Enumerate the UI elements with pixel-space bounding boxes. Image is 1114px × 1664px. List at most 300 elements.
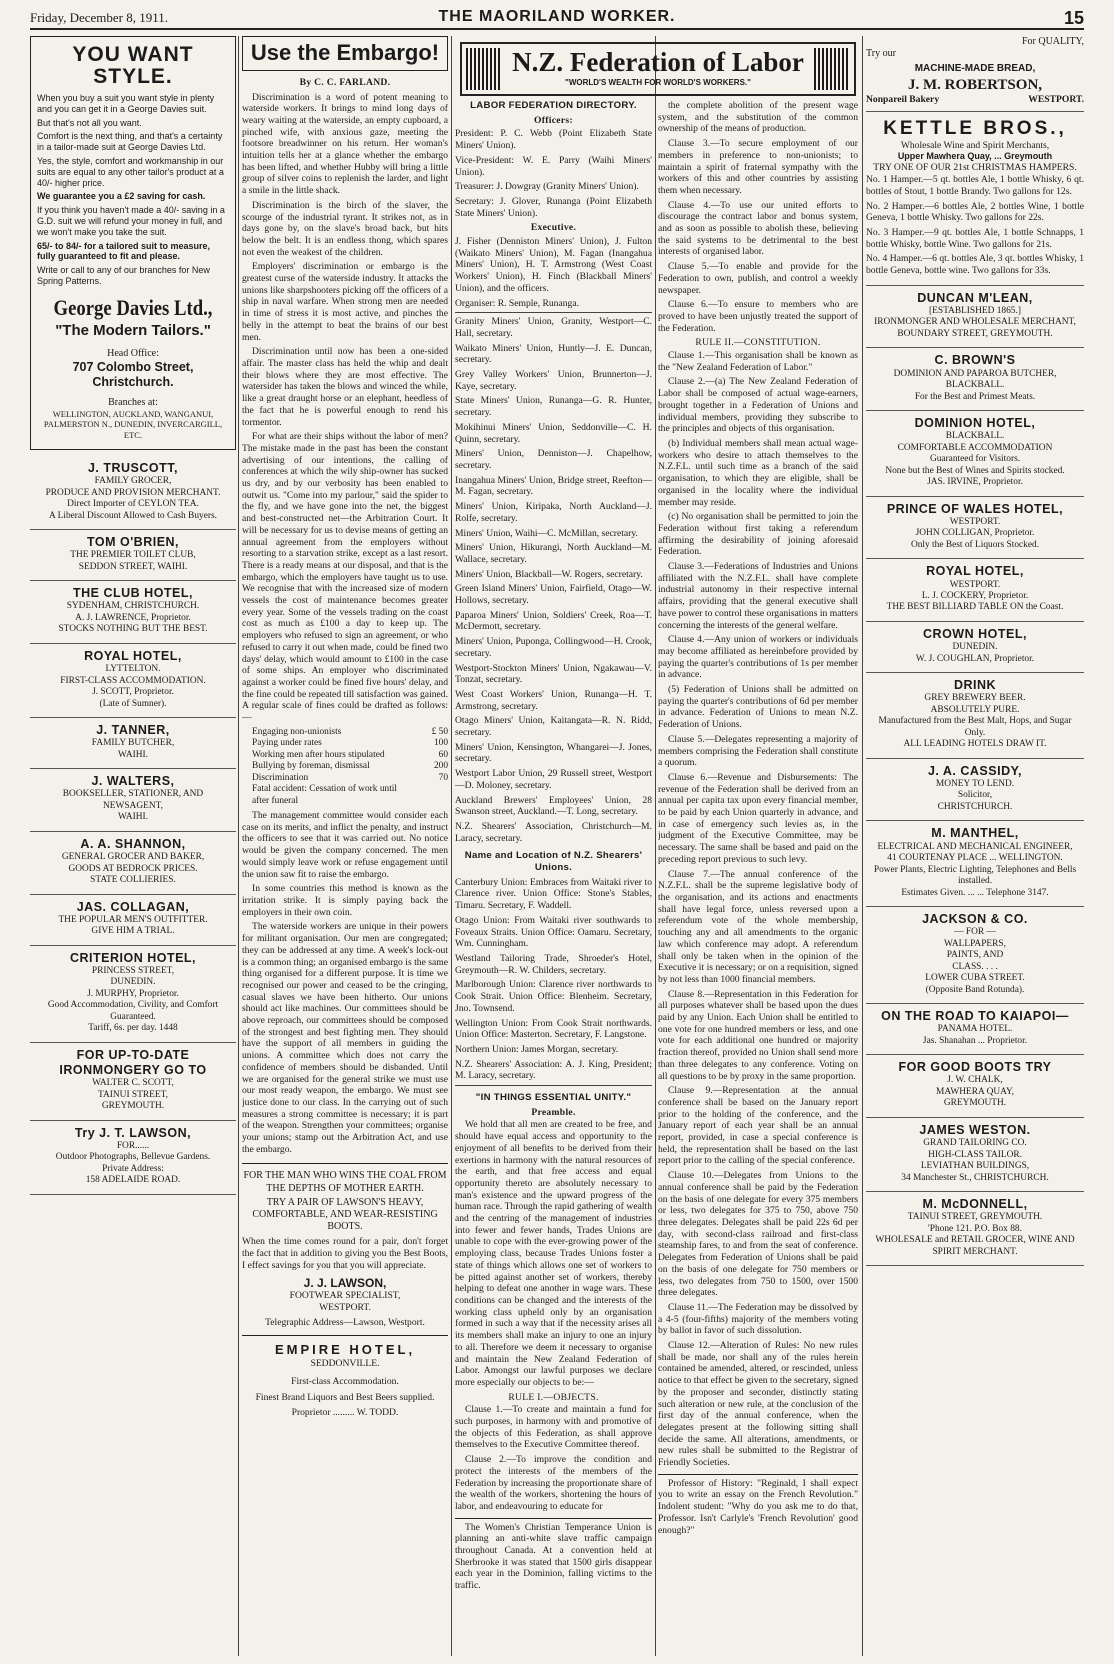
federation-motto: "WORLD'S WEALTH FOR WORLD'S WORKERS." [565, 78, 751, 87]
ad-detail: 34 Manchester St., CHRISTCHURCH. [901, 1172, 1049, 1183]
ad-line: [ESTABLISHED 1865.] [929, 305, 1021, 316]
fine-amount: 60 [438, 749, 448, 760]
paragraph: Clause 5.—Delegates representing a majority of members comprising the Federation shall constitute a quorum. [658, 733, 858, 769]
column-rule [238, 36, 239, 1656]
empire-proprietor: Proprietor ......... W. TODD. [291, 1407, 399, 1419]
directory-title: LABOR FEDERATION DIRECTORY. [470, 100, 637, 111]
paragraph: Wellington Union: From Cook Strait northwards. Union Office: Masterton. Secretary, F. Langstone. [455, 1017, 652, 1041]
ad-heading: M. MANTHEL, [931, 826, 1019, 841]
ad-line: WAIHI. [118, 812, 148, 823]
bread-type: MACHINE-MADE BREAD, [914, 63, 1036, 75]
ad-heading: ON THE ROAD TO KAIAPOI— [881, 1009, 1069, 1024]
ad-title: YOU WANT STYLE. [72, 43, 194, 89]
fine-row [242, 727, 448, 738]
paragraph: Clause 2.—(a) The New Zealand Federation of Labor shall be composed of actual wage-earners, brought together in a Federation of Unions and individual members, providing they subscribe to the principles and objects of this organisation. [658, 376, 858, 435]
article-body [242, 92, 448, 724]
ad-line: 65/- to 84/- for a tailored suit to measure, fully guaranteed to fit and please. [37, 240, 211, 262]
empire-name: EMPIRE HOTEL, [274, 1342, 416, 1358]
rule-2-title: RULE II.—CONSTITUTION. [695, 337, 821, 349]
paragraph: N.Z. Shearers' Association: A. J. King, President; M. Laracy, secretary. [455, 1058, 652, 1082]
lawson-address: Telegraphic Address—Lawson, Westport. [265, 1316, 425, 1328]
ad-detail: WHOLESALE and RETAIL GROCER, WINE AND SPIRIT MERCHANT. [875, 1235, 1075, 1257]
fine-amount: £ 50 [431, 726, 448, 737]
ad-line: WAIHI. [118, 749, 148, 760]
ad-detail: (Opposite Band Rotunda). [925, 984, 1025, 995]
ad-block [866, 821, 1084, 907]
ad-line: BOOKSELLER, STATIONER, AND NEWSAGENT, [62, 789, 204, 811]
ad-heading: Try J. T. LAWSON, [74, 1125, 192, 1140]
ad-line: STATE COLLIERIES. [90, 875, 176, 886]
paragraph: Paparoa Miners' Union, Soldiers' Creek, Roa—T. McDermott, secretary. [455, 609, 652, 633]
hamper-item: No. 1 Hamper.—5 qt. bottles Ale, 1 bottle Whisky, 6 qt. bottles of Stout, 1 bottle Brandy. Two gallons for 12s. [866, 174, 1084, 197]
bakery-name: Nonpareil Bakery [866, 93, 940, 105]
ad-line: FOR...... [116, 1140, 150, 1151]
ad-line: WESTPORT. [949, 516, 1001, 527]
article-body-continued [242, 810, 448, 1155]
bakery-town: WESTPORT. [1028, 93, 1084, 105]
shearers-title: Name and Location of N.Z. Shearers' Unions. [464, 850, 643, 874]
ad-line: When you buy a suit you want style in plenty and you can get it in a George Davies suit. [37, 93, 215, 114]
ad-detail: (Late of Sumner). [99, 698, 167, 709]
ad-heading: CRITERION HOTEL, [69, 950, 197, 965]
fine-item: Working men after hours stipulated [252, 749, 385, 760]
preamble-text: We hold that all men are created to be free, and should have equal access and opportunity to the enjoyment of all benefits to be derived from their exertions in harmony with the natural resources of the earth, and that free access and equal opportunity thereto are absolutely necessary to man's existence and the upward progress of the human race. Through the rapid gathering of wealth and the centring of the management of industries into fewer and fewer hands, Trades Unions are unable to cope with the ever-growing power of the employing class, because Trades Unions foster a state of things which allows one set of workers to be pitted against another set of workers, thereby helping to defeat one another in wage wars. These conditions can be changed and the interests of the working class upheld only by an organisation formed in such a way that if the necessity arises all its members shall make an injury to one an injury to all. Therefore we deem it necessary to organise and maintain the New Zealand Federation of Labor. Amongst our lawful purposes we declare more especially our objects to be:— [455, 1119, 652, 1388]
rule-1-title: RULE I.—OBJECTS. [508, 1391, 599, 1403]
ad-block [30, 530, 236, 581]
ad-line: 41 COURTENAY PLACE ... WELLINGTON. [887, 853, 1063, 864]
lawson-ad [242, 1163, 448, 1328]
branches-label: Branches at: [108, 396, 158, 408]
ad-line: GREYMOUTH. [101, 1101, 165, 1112]
ad-detail: Only the Best of Liquors Stocked. [910, 539, 1040, 550]
bread-try: Try our [866, 48, 896, 60]
paragraph: Auckland Brewers' Employees' Union, 28 Swanson street, Auckland.—T. Long, secretary. [455, 794, 652, 818]
paragraph: (b) Individual members shall mean actual wage-workers who desire to attach themselves to the N.Z.F.L. until such time as a branch of the said organisation, to which they are eligible, shall be organised in the locality where the individual member may reside. [658, 437, 858, 508]
ad-block [30, 895, 236, 946]
ad-heading: JAS. COLLAGAN, [76, 899, 190, 914]
rule-2-clauses [658, 350, 858, 1469]
branches-list: WELLINGTON, AUCKLAND, WANGANUI, PALMERSTON N., DUNEDIN, INVERCARGILL, ETC. [43, 408, 223, 440]
ad-line: Write or call to any of our branches for New Spring Patterns. [37, 265, 210, 287]
paragraph: Discrimination is the birch of the slaver, the scourge of the industrial tyrant. It strikes not, as in days gone by, on the slave's broad back, but hits below the belt. It is an endless thong, which spares not even the weakest of the children. [242, 199, 448, 258]
ad-heading: CROWN HOTEL, [923, 626, 1027, 641]
lawson-line: TRY A PAIR OF LAWSON'S HEAVY, COMFORTABLE, AND WEAR-RESISTING BOOTS. [252, 1196, 438, 1233]
ad-block [866, 1118, 1084, 1192]
empire-place: SEDDONVILLE. [310, 1358, 380, 1370]
paragraph: Otago Miners' Union, Kaitangata—R. N. Ridd, secretary. [455, 715, 652, 739]
ad-detail: FIRST-CLASS ACCOMMODATION. [60, 675, 206, 686]
ad-heading: DUNCAN M'LEAN, [917, 290, 1033, 305]
ad-heading: ROYAL HOTEL, [84, 648, 182, 663]
preamble-title: Preamble. [531, 1106, 576, 1118]
lawson-headline [242, 1170, 448, 1233]
paragraph: N.Z. Shearers' Association, Christchurch—M. Laracy, secretary. [455, 820, 652, 844]
paragraph: Green Island Miners' Union, Fairfield, Otago—W. Hollows, secretary. [455, 583, 652, 607]
fine-row [242, 784, 448, 807]
ad-block [866, 497, 1084, 560]
fine-amount: 200 [433, 761, 448, 772]
ad-line: HIGH-CLASS TAILOR. [928, 1149, 1022, 1160]
ad-line: — FOR — [954, 927, 996, 938]
paragraph: Clause 11.—The Federation may be dissolved by a 4-5 (four-fifths) majority of the members voting by ballot in favor of such dissolution. [658, 1301, 858, 1337]
paragraph: (5) Federation of Unions shall be admitted on paying the quarter's contributions of 6d per member in advance. Federation of Unions to mean N.Z. Federation of Unions. [658, 684, 858, 731]
paragraph: Miners' Union, Hikurangi, North Auckland—M. Wallace, secretary. [455, 542, 652, 565]
kettle-name: KETTLE BROS., [883, 117, 1067, 139]
ad-heading: J. TANNER, [96, 723, 170, 738]
ad-heading: J. A. CASSIDY, [927, 763, 1023, 778]
ad-line: CLASS. . . . [952, 961, 998, 972]
paragraph: Clause 3.—Federations of Industries and Unions affiliated with the N.Z.F.L. shall have complete industrial autonomy in their respective internal affairs, providing that the general executive shall have power to control these organisations in matters concerning the interests of the general welfare. [658, 561, 858, 631]
paragraph: Clause 8.—Representation in this Federation for all purposes whatever shall be based upon the dues paid by any Union. Each Union shall be entitled to one vote for one hundred members or less, and one vote for each additional one hundred or majority fraction thereof, provided no Union shall send more than three delegates to any conference. Voting on all questions to be by proxy in the same proportion. [658, 988, 858, 1082]
fine-item: Fatal accident: Cessation of work until after funeral [252, 784, 398, 806]
ad-body [37, 93, 229, 287]
paragraph: Westland Tailoring Trade, Shroeder's Hotel, Greymouth—R. W. Childers, secretary. [455, 953, 652, 976]
paragraph: Clause 2.—To improve the condition and protect the interests of the members of the Federation by increasing the proportionate share of the wealth of the workers, shortening the hours of labor, and endeavouring to educate for [455, 1454, 652, 1512]
lawson-body: When the time comes round for a pair, don't forget the fact that in addition to giving you the Best Boots, I effect savings for you that you will appreciate. [242, 1236, 448, 1271]
ad-detail: Power Plants, Electric Lighting, Telephones and Bells installed. [873, 864, 1077, 887]
fine-row [242, 738, 448, 749]
ad-block [866, 1055, 1084, 1118]
paragraph: Clause 1.—To create and maintain a fund for such purposes, in harmony with and promotive of the objects of this Federation, as shall approve themselves to the Executive Committee thereof. [455, 1404, 652, 1451]
ad-line: PAINTS, AND [946, 950, 1004, 961]
ad-line: GOODS AT BEDROCK PRICES. [68, 863, 198, 874]
paragraph: Secretary: J. Glover, Runanga (Point Elizabeth State Miners' Union). [455, 195, 652, 219]
ad-detail: 'Phone 121. P.O. Box 88. [928, 1223, 1022, 1234]
lawson-name: J. J. LAWSON, [303, 1275, 387, 1290]
ad-heading: PRINCE OF WALES HOTEL, [886, 501, 1064, 516]
executive-list: J. Fisher (Denniston Miners' Union), J. Fulton (Waikato Miners' Union), M. Fagan (Inangahua Miners' Union), H. T. Armstrong (West Coast Workers' Union), H. Finch (Blackball Miners' Union), and the officers. [455, 236, 652, 294]
column-rule [862, 36, 863, 1656]
fine-item: Engaging non-unionists [252, 726, 342, 737]
ad-block [30, 581, 236, 644]
article-headline-box [242, 36, 448, 71]
executive-title: Executive. [530, 222, 577, 234]
ad-heading: DRINK [953, 678, 997, 693]
ad-line: SYDENHAM, CHRISTCHURCH. [66, 601, 200, 612]
ad-detail: GIVE HIM A TRIAL. [91, 926, 175, 937]
classified-ads [30, 456, 236, 1195]
ad-line: ABSOLUTELY PURE. [930, 704, 1020, 715]
ad-detail: THE BEST BILLIARD TABLE ON the Coast. [886, 602, 1064, 613]
article-title: Use the Embargo! [250, 40, 440, 65]
ad-heading: J. TRUSCOTT, [87, 460, 179, 475]
paragraph: Granity Miners' Union, Granity, Westport—C. Hall, secretary. [455, 316, 652, 339]
newspaper-title: THE MAORILAND WORKER. [438, 8, 676, 25]
paragraph: Clause 4.—Any union of workers or individuals may become affiliated as hereinbefore provided by paying the quarter's contributions of 1s per member in advance. [658, 634, 858, 681]
ad-detail: Outdoor Photographs, Bellevue Gardens. [55, 1152, 211, 1163]
ad-detail: For the Best and Primest Meats. [914, 391, 1036, 402]
fine-row [242, 773, 448, 784]
officers-list [455, 128, 652, 219]
ad-line: SEDDON STREET, WAIHI. [78, 561, 188, 572]
paragraph: (c) No organisation shall be permitted to join the Federation without first taking a referendum affirming the desirability of joining aforesaid Federation. [658, 511, 858, 558]
ad-line: MAWHERA QUAY, [936, 1086, 1014, 1097]
ad-detail: ALL LEADING HOTELS DRAW IT. [903, 739, 1047, 750]
ad-heading: DOMINION HOTEL, [914, 416, 1036, 431]
office-label: Head Office: [107, 347, 159, 359]
ad-line: Comfort is the next thing, and that's a certainty in a tailor-made suit at George Davies Ltd. [37, 131, 223, 153]
ad-detail: STOCKS NOTHING BUT THE BEST. [58, 624, 208, 635]
column-3 [455, 100, 652, 1658]
paragraph: Canterbury Union: Embraces from Waitaki river to Clarence river. Union Office: Stone's Stables, Timaru. Secretary, F. Waddell. [455, 876, 652, 912]
ad-line: Yes, the style, comfort and workmanship in our suits are equal to any other tailor's product at a 40/- higher price. [37, 156, 224, 188]
ad-heading: FOR UP-TO-DATE IRONMONGERY GO TO [59, 1047, 207, 1078]
lawson-role: FOOTWEAR SPECIALIST, [289, 1290, 401, 1302]
rule-1-clauses [455, 1404, 652, 1512]
ad-line: PRINCESS STREET, [91, 965, 175, 976]
unity-title: "IN THINGS ESSENTIAL UNITY." [475, 1092, 632, 1104]
ad-block [866, 348, 1084, 411]
ad-detail: Estimates Given. ... ... Telephone 3147. [901, 887, 1049, 898]
ad-detail: JOHN COLLIGAN, Proprietor. [915, 528, 1035, 539]
ad-block [30, 644, 236, 718]
paragraph: Employers' discrimination or embargo is the greatest curse of the waterside industry. It attacks the unions like sharpshooters picking off the officers of a ship in naval warfare. When strong men are needed in time of stress it is most active, and pinches the belly in the attempt to beat the brains of our best men. [242, 261, 448, 343]
ad-line: LYTTELTON. [105, 664, 161, 675]
ad-detail: A Liberal Discount Allowed to Cash Buyers. [49, 510, 217, 521]
ad-line: COMFORTABLE ACCOMMODATION [897, 442, 1053, 453]
empire-line-1: First-class Accommodation. [291, 1375, 399, 1387]
ad-detail: Guaranteed for Visitors. [929, 454, 1021, 465]
ad-line: BLACKBALL. [945, 431, 1005, 442]
paragraph: Clause 3.—To secure employment of our members in preference to non-unionists; to maintain a spirit of fraternal sympathy with the workers of this and other countries by assisting them when necessary. [658, 138, 858, 196]
fine-item: Paying under rates [252, 738, 322, 749]
paragraph: President: P. C. Webb (Point Elizabeth State Miners' Union). [455, 128, 652, 152]
fine-amount: 70 [438, 772, 448, 783]
paragraph: Miners' Union, Blackball—W. Rogers, secretary. [455, 568, 643, 580]
fine-row [242, 750, 448, 761]
paragraph: Miners' Union, Denniston—J. Chapelhow, secretary. [455, 448, 652, 471]
paragraph: Clause 4.—To use our united efforts to discourage the contract labor and bonus system, and as soon as possible to abolish these, believing the said systems to be detrimental to the best interests of organised labor. [658, 199, 858, 258]
ad-heading: TOM O'BRIEN, [86, 535, 180, 550]
kettle-sub: Wholesale Wine and Spirit Merchants, [900, 139, 1050, 151]
ad-line: If you think you haven't made a 40/- saving in a G.D. suit we will refund your money in full, and we won't make you take the suit. [37, 205, 225, 237]
fine-amount: 100 [433, 738, 448, 749]
paragraph: West Coast Workers' Union, Runanga—H. T. Armstrong, secretary. [455, 688, 652, 712]
page-number: 15 [1063, 8, 1084, 28]
ad-line: DUNEDIN. [110, 977, 156, 988]
paragraph: Clause 9.—Representation at the annual conference shall be based on the January report prior to the holding of the conference, and the January report of each year shall be an annual report, provided, in case a special conference is held, the representation shall be based on the last report prior to the calling of the special conference. [658, 1085, 858, 1167]
history-joke: Professor of History: "Reginald, I shall expect you to write an essay on the French Revolution." Indolent student: "Why do you ask me to do that, Professor. Isn't Carlyle's 'French Revolution' good enough?" [658, 1477, 858, 1536]
ad-heading: ROYAL HOTEL, [926, 564, 1024, 579]
ad-line: GREY BREWERY BEER. [924, 693, 1026, 704]
ad-line: BOUNDARY STREET, GREYMOUTH. [897, 328, 1053, 339]
classified-ads [866, 286, 1084, 1266]
ad-block [866, 1004, 1084, 1055]
column-rule [451, 36, 452, 1656]
ad-detail: Good Accommodation, Civility, and Comfort Guaranteed. [47, 1000, 219, 1022]
ad-line: BLACKBALL. [945, 380, 1005, 391]
ad-line: MONEY TO LEND. [935, 778, 1015, 789]
paragraph: Clause 12.—Alteration of Rules: No new rules shall be made, nor shall any of the rules herein contained be amended, altered, or rescinded, unless notice to that effect be given to the secretary, signed by the proposer and seconder, distinctly stating such alteration or new rule, at the conclusion of the first day of the annual conference, when the delegates present at the following sitting shall decide the same. All alterations, amendments, or new rules shall be submitted to the Registrar of Friendly Societies. [658, 1340, 858, 1469]
kettle-address: Upper Mawhera Quay, ... Greymouth [897, 151, 1053, 162]
hamper-item: No. 3 Hamper.—9 qt. bottles Ale, 1 bottle Schnapps, 1 bottle Whisky, bottle Wine. Two gallons for 21s. [866, 226, 1084, 250]
ad-line: PANAMA HOTEL. [937, 1024, 1013, 1035]
unions-list [455, 316, 652, 844]
ad-line: IRONMONGER AND WHOLESALE MERCHANT, [874, 317, 1076, 328]
ad-detail: 158 ADELAIDE ROAD. [85, 1175, 181, 1186]
paragraph: Vice-President: W. E. Parry (Waihi Miners' Union). [455, 154, 652, 178]
paragraph: Miners' Union, Kiripaka, North Auckland—J. Rolfe, secretary. [455, 501, 652, 524]
ad-line: TAINUI STREET, [98, 1089, 168, 1100]
ad-detail: None but the Best of Wines and Spirits stocked. [885, 465, 1065, 476]
kettle-bros-ad [866, 112, 1084, 286]
federation-title: N.Z. Federation of Labor [512, 47, 804, 77]
fine-item: Bullying by foreman, dismissal [252, 761, 370, 772]
shearers-list [455, 877, 652, 1082]
ad-line: FAMILY GROCER, [94, 476, 172, 487]
hamper-list [866, 174, 1084, 277]
ad-line: GENERAL GROCER AND BAKER, [61, 852, 205, 863]
paragraph: Clause 1.—This organisation shall be known as the "New Zealand Federation of Labor." [658, 350, 858, 373]
ad-detail: Tariff, 6s. per day. 1448 [88, 1023, 178, 1034]
ad-line: FAMILY BUTCHER, [91, 738, 175, 749]
paragraph: Marlborough Union: Clarence river northwards to Cook Strait. Union Office: Blenheim. Secretary, Jno. Townsend. [455, 979, 652, 1014]
fine-row [242, 761, 448, 772]
ad-block [30, 769, 236, 832]
paragraph: Otago Union: From Waitaki river southwards to Foveaux Straits. Union Office: Oamaru. Secretary, Wm. Cunningham. [455, 914, 652, 950]
ad-heading: A. A. SHANNON, [80, 836, 186, 851]
paragraph: State Miners' Union, Runanga—G. R. Hunter, secretary. [455, 395, 652, 419]
paragraph: Clause 6.—To ensure to members who are proved to have been unjustly treated the support of the Federation. [658, 299, 858, 334]
column-rule [655, 36, 656, 1656]
ad-block [866, 907, 1084, 1004]
ad-heading: FOR GOOD BOOTS TRY [898, 1060, 1052, 1075]
ad-block [30, 946, 236, 1043]
ad-line: LEVIATHAN BUILDINGS, [920, 1161, 1030, 1172]
ad-line: We guarantee you a £2 saving for cash. [37, 191, 206, 202]
ad-line: WALLPAPERS, [944, 938, 1006, 949]
paragraph: Miners' Union, Puponga, Collingwood—H. Crook, secretary. [455, 636, 652, 659]
paragraph: the complete abolition of the present wage system, and the substitution of the common ownership of the means of production. [658, 100, 858, 135]
ad-heading: JACKSON & CO. [922, 911, 1028, 926]
paragraph: In some countries this method is known as the irritation strike. It is simply paying back the employers in their own coin. [242, 883, 448, 918]
ad-line: THE PREMIER TOILET CLUB, [70, 550, 196, 561]
paragraph: Clause 10.—Delegates from Unions to the annual conference shall be paid by the Federation on the basis of one delegate for every 375 members or less, two delegates for 375 to 750, above 750 three delegates. Delegates shall be paid 22s 6d per day, with second-class railroad and first-class steamship fares, to and from the seat of conference. Delegates from Federation of Unions shall be paid on the basis of one delegate for 750 members or less, two delegates from 750 to 1500, over 1500 three delegates. [658, 1170, 858, 1299]
paragraph: Clause 6.—Revenue and Disbursements: The revenue of the Federation shall be derived from an annual per capita tax upon every financial member, to be paid by each Union quarterly in advance, and in case of emergency such levies as, in the judgment of the Executive Committee, may be necessary. The same shall be based and paid on the preceding report previous to such levy. [658, 771, 858, 865]
ad-block [30, 1043, 236, 1121]
column-4 [658, 100, 858, 1658]
paragraph: Inangahua Miners' Union, Bridge street, Reefton—M. Fagan, secretary. [455, 474, 652, 498]
ad-detail: L. J. COCKERY, Proprietor. [921, 591, 1029, 602]
fines-table [242, 727, 448, 807]
ad-line: TAINUI STREET, GREYMOUTH. [907, 1212, 1043, 1223]
fine-amount [414, 784, 448, 807]
ad-block [30, 718, 236, 769]
ad-detail: JAS. IRVINE, Proprietor. [927, 477, 1023, 488]
paragraph: For what are their ships without the labor of men? The mistake made in the past has been the constant advertising of our intentions, the calling of conferences at which the wily ship-owner has sucked us dry, and by our verbosity has been enabled to outwit us. "Come into my parlour," said the spider to the fly, and we have gone into the net, the biggest and best-constructed net—the Arbitration Court. It will be necessary for us to devise means of getting an annual agreement from the employers without resorting to a starvation strike, except as a last resort. There is a ready means at our disposal, and that is the embargo, which the employers have taught us to use. We recognise that with the increased size of modern vessels the cost of maintenance becomes greater every year. Some of the vessels trading on the coast cost as much as £100 a day to keep up. The employers who refused to sign an agreement, or who refused to carry it out when made, could be fined two days' delay, which would amount to £100 in the case of some ships. An employer who discriminated against a worker could be fined five hours' delay, and the fine could be repeated till satisfaction was gained. A regular scale of fines could be drafted as follows:— [242, 431, 448, 724]
brand-tagline: "The Modern Tailors." [55, 321, 211, 339]
ad-block [30, 832, 236, 895]
column-5 [866, 36, 1084, 1658]
ad-line: But that's not all you want. [37, 117, 142, 128]
empire-hotel-ad [242, 1335, 448, 1419]
robertson-bakery-ad [866, 36, 1084, 112]
lawson-place: WESTPORT. [319, 1301, 371, 1313]
paragraph: Grey Valley Workers' Union, Brunnerton—J. Kaye, secretary. [455, 369, 652, 392]
ad-line: ELECTRICAL AND MECHANICAL ENGINEER, [877, 841, 1073, 852]
column-2 [242, 36, 448, 1658]
paragraph: Discrimination until now has been a one-sided affair. The master class has held the whip and dealt their blows where they are most effective. The watersider has taken the blows and winced the while, like a great draught horse or an elephant, heedless of the fact that he is powerful enough to rend his tormentor. [242, 346, 448, 428]
ad-block [30, 1121, 236, 1195]
ad-heading: C. BROWN'S [934, 353, 1016, 368]
ad-detail: Private Address: [102, 1163, 164, 1174]
ad-block [866, 622, 1084, 673]
ad-heading: M. McDONNELL, [922, 1197, 1028, 1212]
ad-block [866, 1192, 1084, 1266]
ad-line: DOMINION AND PAPAROA BUTCHER, [893, 368, 1057, 379]
hamper-item: No. 4 Hamper.—6 qt. bottles Ale, 3 qt. bottles Whisky, 1 bottle Geneva, bottle wine. Two gallons for 33s. [866, 253, 1084, 277]
ad-detail: J. MURPHY, Proprietor. [87, 988, 179, 999]
masthead [30, 6, 1084, 30]
ad-line: DUNEDIN. [952, 642, 998, 653]
paragraph: Treasurer: J. Dowgray (Granity Miners' Union). [455, 181, 639, 193]
byline: By C. C. FARLAND. [299, 76, 391, 88]
officers-title: Officers: [534, 114, 573, 126]
wctu-note: The Women's Christian Temperance Union is planning an anti-white slave traffic campaign throughout Canada. At a convention held at Sherbrooke it was stated that 1500 girls disappear each year in the Dominion, falling victims to the traffic. [455, 1521, 652, 1592]
ad-line: PRODUCE AND PROVISION MERCHANT. [45, 487, 221, 498]
ad-detail: Direct Importer of CEYLON TEA. [67, 499, 199, 510]
paragraph: Miners' Union, Waihi—C. McMillan, secretary. [455, 527, 638, 539]
organiser: Organiser: R. Semple, Runanga. [455, 297, 579, 309]
ad-detail: Solicitor, [957, 790, 993, 801]
ad-block [866, 673, 1084, 759]
fine-item: Discrimination [252, 772, 309, 783]
george-davies-ad [30, 36, 236, 450]
banner-ornament [814, 48, 850, 90]
paragraph: Waikato Miners' Union, Huntly—J. E. Duncan, secretary. [455, 342, 652, 366]
rules-continued [658, 100, 858, 334]
ad-heading: THE CLUB HOTEL, [73, 586, 193, 601]
ad-detail: LOWER CUBA STREET. [925, 973, 1025, 984]
ad-block [30, 456, 236, 530]
federation-banner [460, 42, 856, 96]
ad-detail: CHRISTCHURCH. [937, 801, 1013, 812]
hamper-item: No. 2 Hamper.—6 bottles Ale, 2 bottles Wine, 1 bottle Geneva, 1 bottle Whisky. Two gallons for 22s. [866, 200, 1084, 224]
ad-line: WESTPORT. [949, 579, 1001, 590]
paragraph: The waterside workers are unique in their powers for militant organisation. Our men are congregated; they can be addressed at any time. A week's lock-out is a common thing; an organised embargo is the same thing organised for a different purpose. It is time we recognised our power and ceased to be the cringing, casual slaves we have been hitherto. Our unions should act like machines. Our committees should be above reproach, our committees should be composed of the strongest and best fighting men. They should have the support of all members in guiding the unions. A committee which does not carry the confidence of members should be disbanded. Until we are organised for the general strike we must use our most ready weapon, the embargo. We must see justice done to our class. In the carrying out of such measures a strong committee is necessary; it is part of the weapon. Strengthen your committees; organise your unions; stamp out the Arbitration Act, and use the embargo. [242, 921, 448, 1155]
lawson-line: FOR THE MAN WHO WINS THE COAL FROM THE DEPTHS OF MOTHER EARTH. [243, 1170, 447, 1194]
ad-detail: W. J. COUGHLAN, Proprietor. [915, 653, 1035, 664]
paragraph: Miners' Union, Kensington, Whangarei—J. Jones, secretary. [455, 741, 652, 765]
ad-line: WALTER C. SCOTT, [92, 1078, 174, 1089]
paragraph: Clause 5.—To enable and provide for the Federation to own, publish, and control a weekly newspaper. [658, 261, 858, 296]
ad-block [866, 286, 1084, 349]
ad-block [866, 559, 1084, 622]
banner-ornament [466, 48, 502, 90]
ad-block [866, 759, 1084, 822]
paragraph: Mokihinui Miners' Union, Seddonville—C. H. Quinn, secretary. [455, 421, 652, 445]
bread-quality: For QUALITY, [1021, 36, 1084, 47]
baker-name: J. M. ROBERTSON, [907, 76, 1043, 93]
issue-date: Friday, December 8, 1911. [30, 10, 169, 25]
ad-line: J. W. CHALK, [947, 1075, 1003, 1086]
ad-detail: A. J. LAWRENCE, Proprietor. [75, 612, 191, 623]
ad-line: GRAND TAILORING CO. [923, 1138, 1027, 1149]
ad-detail: J. SCOTT, Proprietor. [92, 687, 174, 698]
paragraph: Westport-Stockton Miners' Union, Ngakawau—V. Tonzat, secretary. [455, 662, 652, 686]
office-address: 707 Colombo Street, Christchurch. [72, 360, 194, 390]
kettle-try: TRY ONE OF OUR 21st CHRISTMAS HAMPERS. [873, 162, 1077, 174]
ad-detail: Manufactured from the Best Malt, Hops, and Sugar Only. [878, 716, 1072, 738]
paragraph: Westport Labor Union, 29 Russell street, Westport—D. Moloney, secretary. [455, 768, 652, 791]
column-1 [30, 36, 236, 1658]
paragraph: The management committee would consider each case on its merits, and inflict the penalty, and instruct the officers to see that it was carried out. No notice would be given the company concerned. The men would simply leave work or refuse engagement until the union saw fit to raise the embargo. [242, 810, 448, 880]
ad-heading: JAMES WESTON. [919, 1122, 1031, 1137]
ad-line: GREYMOUTH. [943, 1098, 1007, 1109]
ad-line: THE POPULAR MEN'S OUTFITTER. [58, 914, 208, 925]
ad-block [866, 411, 1084, 497]
ad-detail: Jas. Shanahan ... Proprietor. [922, 1035, 1028, 1046]
